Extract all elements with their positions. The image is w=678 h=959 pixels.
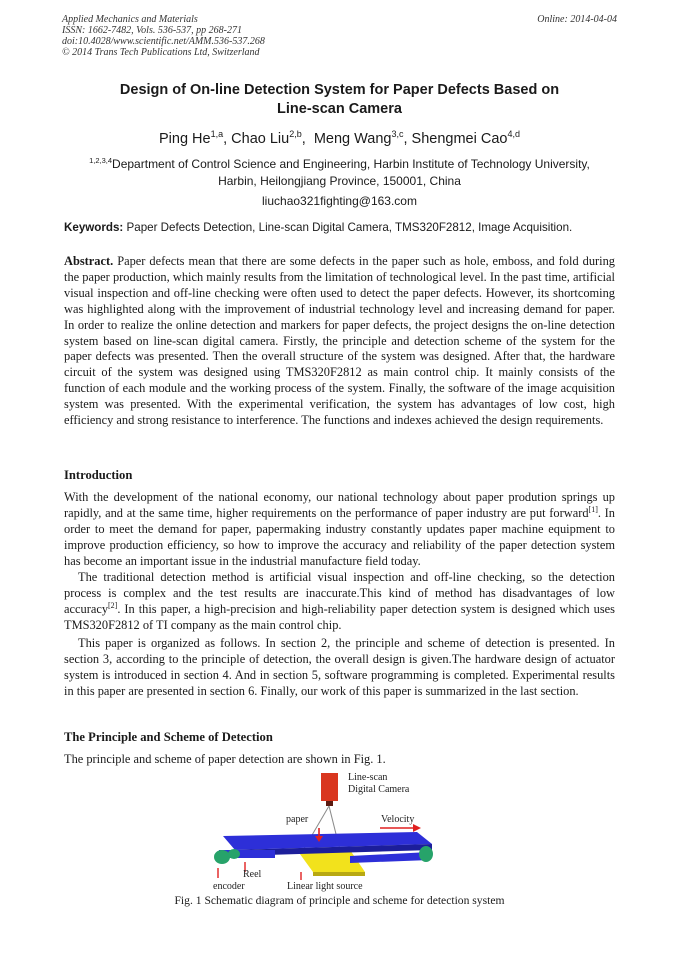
affiliation — [62, 156, 617, 190]
affiliation-mark: 1,2,3,4 — [89, 156, 113, 165]
author-affil-mark: 1,a — [210, 129, 224, 140]
introduction-heading: Introduction — [64, 468, 133, 482]
author-affil-mark: 4,d — [507, 129, 520, 140]
online-date: Online: 2014-04-04 — [537, 14, 617, 25]
journal-name: Applied Mechanics and Materials — [62, 14, 198, 25]
figure-1-diagram — [205, 770, 445, 892]
author-affil-mark: 3,c — [391, 129, 404, 140]
journal-header — [62, 14, 617, 58]
author-name: Shengmei Cao — [411, 131, 508, 147]
intro-p2-text-cont: . In this paper, a high-precision and high-reliability paper detection system is designed which uses TMS320F2812 of TI company as the main control chip. — [64, 601, 615, 632]
citation-ref[interactable]: [2] — [108, 600, 118, 610]
figure-1-caption: Fig. 1 Schematic diagram of principle and scheme for detection system — [174, 894, 505, 907]
principle-paragraph: The principle and scheme of paper detection are shown in Fig. 1. — [64, 752, 386, 766]
intro-p1-text-cont: . In order to meet the demand for paper, papermaking industry constantly updates paper machine equipment to improve production efficiency, so how to improve the accuracy and reliability of the paper detection system has become an important issue in the industrial manufacture field today. — [64, 505, 615, 568]
author-affil-mark: 2,b — [289, 129, 302, 140]
velocity-arrow-head-icon — [413, 824, 421, 832]
belt-lower-right — [350, 852, 430, 863]
author-list: Ping He$^{1,a}$, Chao Liu$^{2,b}$, Meng Wang$^{3,c}$, Shengmei Cao$^{4,d}$ — [159, 129, 520, 147]
title-line-1: Design of On-line Detection System for Paper Defects Based on — [119, 82, 560, 98]
camera-label: Line-scan — [348, 772, 388, 783]
intro-p2-text: The traditional detection method is artificial visual inspection and off-line checking, so the detection process is complex and the test results are inaccurate.This kind of method has disadvantages of low accuracy — [64, 570, 615, 616]
author-name: Meng Wang — [313, 131, 392, 147]
encoder-label: encoder — [213, 881, 245, 892]
title-line-2: Line-scan Camera — [277, 101, 402, 117]
citation-ref[interactable]: [1] — [588, 504, 598, 514]
encoder-roller-icon — [228, 849, 240, 859]
right-roller-icon — [419, 846, 433, 862]
abstract — [64, 254, 615, 429]
intro-paragraph-2 — [64, 570, 615, 634]
abstract-text: Paper defects mean that there are some defects in the paper such as hole, emboss, and fold during the paper production, which mainly results from the limitation of technological level. In the past time, artificial visual inspection and off-line checking were often used to detect the paper defects. However, its shortcoming was highlighted along with the improvement of industrial technology level and increasing demand for paper. In order to realize the online detection and markers for paper defects, the project designs the on-line detection system based on line-scan digital camera. Firstly, the principle and detection scheme of the system for the paper defects was presented. Then the overall structure of the system was designed. After that, the hardware circuit of the system was designed using TMS320F2812 as main control chip. It mainly consists of the function of each module and the working process of the system. Finally, the software of the image acquisition system was presented. With the experimental verification, the system has advantages of low cost, high efficiency and strong resistance to interference. The functions and indexes achieved the design requirements. — [64, 254, 615, 428]
paper-label: paper — [286, 814, 309, 825]
abstract-label: Abstract. — [64, 254, 114, 268]
reel-roller-icon — [214, 850, 230, 864]
intro-paragraph-1 — [64, 490, 615, 570]
intro-p1-text: With the development of the national economy, our national technology about paper prodution springs up rapidly, and at the same time, higher requirements on the performance of paper industry are put forward — [64, 490, 615, 520]
keywords — [64, 220, 619, 236]
doi-line[interactable]: doi:10.4028/www.scientific.net/AMM.536-537.268 — [62, 36, 265, 47]
velocity-label: Velocity — [381, 814, 415, 825]
camera-lens-icon — [326, 801, 333, 806]
issn-line: ISSN: 1662-7482, Vols. 536-537, pp 268-271 — [62, 25, 242, 36]
paper-title — [62, 81, 617, 119]
affiliation-line-1: Department of Control Science and Engineering, Harbin Institute of Technology University, — [112, 157, 590, 171]
reel-label: Reel — [243, 869, 262, 880]
intro-paragraph-3: This paper is organized as follows. In section 2, the principle and scheme of detection is presented. In section 3, according to the principle of detection, the overall design is given.The hardware design of actuator system is introduced in section 4. And in section 5, software programming is completed. Experimental results in this paper are presented in section 6. Finally, our work of this paper is summarized in the last section. — [64, 636, 615, 698]
keywords-text: Paper Defects Detection, Line-scan Digital Camera, TMS320F2812, Image Acquisition. — [126, 221, 573, 234]
keywords-label: Keywords: — [64, 221, 124, 234]
camera-label-2: Digital Camera — [348, 784, 410, 795]
light-source-label: Linear light source — [287, 881, 363, 892]
principle-heading: The Principle and Scheme of Detection — [64, 730, 273, 744]
author-name: Ping He — [159, 131, 211, 147]
light-source-edge — [313, 872, 365, 876]
copyright-line: © 2014 Trans Tech Publications Ltd, Switzerland — [62, 47, 260, 58]
author-name: Chao Liu — [231, 131, 290, 147]
affiliation-line-2: Harbin, Heilongjiang Province, 150001, China — [218, 174, 461, 188]
line-scan-camera-icon — [321, 773, 338, 801]
author-email[interactable]: liuchao321fighting@163.com — [262, 194, 417, 208]
